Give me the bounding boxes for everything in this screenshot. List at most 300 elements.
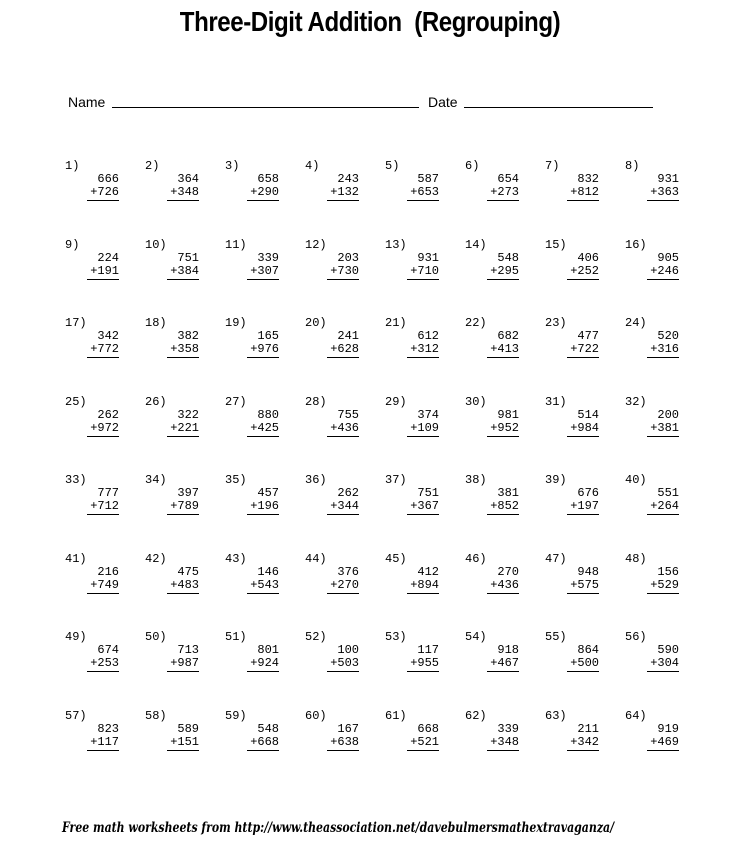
problem-number: 21): [385, 316, 407, 330]
problem-number: 8): [625, 159, 640, 173]
addend-bottom: +196: [250, 499, 279, 513]
addend-bottom: +246: [650, 263, 679, 278]
addend-top: 100: [337, 643, 359, 657]
answer-line[interactable]: [167, 671, 199, 672]
problem: [302, 160, 382, 239]
problem-number: 9): [65, 237, 80, 252]
problem: [622, 631, 702, 710]
answer-line[interactable]: [567, 436, 599, 437]
problem: [382, 631, 462, 710]
problem-number: 34): [145, 473, 167, 487]
problem-number: 28): [305, 394, 327, 409]
problem: [462, 317, 542, 396]
answer-line[interactable]: [647, 357, 679, 358]
answer-line[interactable]: [87, 200, 119, 201]
problem-number: 18): [145, 316, 167, 330]
answer-line[interactable]: [647, 750, 679, 751]
addend-bottom: +425: [250, 420, 279, 435]
addend-bottom: +730: [330, 263, 359, 278]
problem-number: 27): [225, 394, 247, 409]
answer-line[interactable]: [647, 671, 679, 672]
addend-bottom: +191: [90, 263, 119, 278]
problem-number: 1): [65, 159, 80, 173]
addend-bottom: +197: [570, 499, 599, 513]
addend-top: 397: [177, 486, 199, 500]
answer-line[interactable]: [327, 671, 359, 672]
problem-number: 46): [465, 551, 487, 566]
problem: [62, 553, 142, 632]
answer-line[interactable]: [87, 750, 119, 751]
addend-bottom: +628: [330, 342, 359, 356]
addend-bottom: +132: [330, 185, 359, 199]
problem-number: 47): [545, 551, 567, 566]
addend-top: 751: [177, 250, 199, 265]
addend-bottom: +924: [250, 656, 279, 670]
problem-number: 24): [625, 316, 647, 330]
addend-bottom: +304: [650, 656, 679, 670]
problem-number: 53): [385, 630, 407, 644]
answer-line[interactable]: [647, 279, 679, 280]
answer-line[interactable]: [247, 200, 279, 201]
problem-number: 12): [305, 237, 327, 252]
problem: [382, 239, 462, 318]
problem: [222, 474, 302, 553]
addend-top: 167: [337, 721, 359, 736]
problem-number: 33): [65, 473, 87, 487]
addend-bottom: +109: [410, 420, 439, 435]
answer-line[interactable]: [87, 593, 119, 594]
answer-line[interactable]: [487, 436, 519, 437]
problem: [622, 317, 702, 396]
addend-bottom: +151: [170, 734, 199, 749]
problem-number: 36): [305, 473, 327, 487]
addend-top: 682: [497, 329, 519, 343]
answer-line[interactable]: [567, 593, 599, 594]
addend-top: 612: [417, 329, 439, 343]
answer-line[interactable]: [407, 357, 439, 358]
addend-bottom: +295: [490, 263, 519, 278]
problem-number: 41): [65, 551, 87, 566]
problem-number: 2): [145, 159, 160, 173]
problem-number: 60): [305, 708, 327, 723]
problem-number: 29): [385, 394, 407, 409]
answer-line[interactable]: [167, 514, 199, 515]
problem: [622, 396, 702, 475]
answer-line[interactable]: [167, 200, 199, 201]
addend-top: 832: [577, 172, 599, 186]
answer-line[interactable]: [567, 514, 599, 515]
addend-bottom: +221: [170, 420, 199, 435]
answer-line[interactable]: [247, 593, 279, 594]
problem: [62, 474, 142, 553]
addend-top: 590: [657, 643, 679, 657]
answer-line[interactable]: [327, 436, 359, 437]
addend-top: 587: [417, 172, 439, 186]
problem: [622, 710, 702, 789]
answer-line[interactable]: [167, 436, 199, 437]
problem: [142, 553, 222, 632]
problem: [542, 474, 622, 553]
problem-number: 26): [145, 394, 167, 409]
answer-line[interactable]: [87, 514, 119, 515]
answer-line[interactable]: [327, 200, 359, 201]
addend-top: 203: [337, 250, 359, 265]
worksheet-title: Three-Digit Addition (Regrouping): [179, 6, 561, 37]
problem: [462, 160, 542, 239]
answer-line[interactable]: [247, 436, 279, 437]
addend-bottom: +436: [490, 577, 519, 592]
addend-top: 777: [97, 486, 119, 500]
answer-line[interactable]: [407, 279, 439, 280]
addend-bottom: +726: [90, 185, 119, 199]
addend-bottom: +984: [570, 420, 599, 435]
answer-line[interactable]: [567, 200, 599, 201]
problem: [62, 160, 142, 239]
addend-top: 905: [657, 250, 679, 265]
problem: [462, 631, 542, 710]
problem-number: 55): [545, 630, 567, 644]
addend-bottom: +467: [490, 656, 519, 670]
addend-top: 477: [577, 329, 599, 343]
problem: [222, 239, 302, 318]
problem-number: 50): [145, 630, 167, 644]
name-label: Name: [68, 94, 106, 110]
addend-top: 654: [497, 172, 519, 186]
addend-top: 751: [417, 486, 439, 500]
problem-number: 19): [225, 316, 247, 330]
problem-number: 63): [545, 708, 567, 723]
addend-bottom: +976: [250, 342, 279, 356]
problem-number: 45): [385, 551, 407, 566]
addend-top: 676: [577, 486, 599, 500]
problem: [222, 710, 302, 789]
addend-top: 551: [657, 486, 679, 500]
problem-number: 64): [625, 708, 647, 723]
problem: [382, 553, 462, 632]
answer-line[interactable]: [407, 436, 439, 437]
addend-top: 156: [657, 564, 679, 579]
addend-bottom: +500: [570, 656, 599, 670]
addend-bottom: +290: [250, 185, 279, 199]
addend-top: 880: [257, 407, 279, 422]
addend-bottom: +668: [250, 734, 279, 749]
problem-number: 11): [225, 237, 247, 252]
addend-top: 224: [97, 250, 119, 265]
addend-top: 381: [497, 486, 519, 500]
addend-bottom: +972: [90, 420, 119, 435]
addend-top: 270: [497, 564, 519, 579]
addend-bottom: +789: [170, 499, 199, 513]
problem: [222, 631, 302, 710]
answer-line[interactable]: [567, 750, 599, 751]
addend-bottom: +812: [570, 185, 599, 199]
addend-bottom: +436: [330, 420, 359, 435]
addend-bottom: +413: [490, 342, 519, 356]
problem: [622, 553, 702, 632]
addend-bottom: +575: [570, 577, 599, 592]
addend-top: 322: [177, 407, 199, 422]
problem: [142, 396, 222, 475]
addend-bottom: +363: [650, 185, 679, 199]
addend-bottom: +252: [570, 263, 599, 278]
problem-number: 48): [625, 551, 647, 566]
addend-top: 668: [417, 721, 439, 736]
name-field[interactable]: [112, 107, 419, 108]
addend-bottom: +270: [330, 577, 359, 592]
answer-line[interactable]: [327, 279, 359, 280]
problem: [622, 239, 702, 318]
addend-top: 262: [337, 486, 359, 500]
problem-number: 56): [625, 630, 647, 644]
problem-number: 15): [545, 237, 567, 252]
problem: [222, 317, 302, 396]
answer-line[interactable]: [327, 750, 359, 751]
problem: [382, 710, 462, 789]
answer-line[interactable]: [647, 200, 679, 201]
addend-bottom: +273: [490, 185, 519, 199]
addend-bottom: +852: [490, 499, 519, 513]
problem: [462, 239, 542, 318]
problem-number: 51): [225, 630, 247, 644]
answer-line[interactable]: [87, 671, 119, 672]
addend-top: 520: [657, 329, 679, 343]
addend-bottom: +384: [170, 263, 199, 278]
addend-bottom: +483: [170, 577, 199, 592]
addend-top: 146: [257, 564, 279, 579]
addend-bottom: +348: [490, 734, 519, 749]
answer-line[interactable]: [407, 750, 439, 751]
problem-number: 23): [545, 316, 567, 330]
addend-bottom: +521: [410, 734, 439, 749]
addend-bottom: +117: [90, 734, 119, 749]
addend-top: 658: [257, 172, 279, 186]
problem: [142, 239, 222, 318]
addend-bottom: +638: [330, 734, 359, 749]
problem: [302, 239, 382, 318]
footer-credit: Free math worksheets from http://www.theassociation.net/davebulmersmathextravaganza/: [62, 820, 615, 836]
problem: [302, 474, 382, 553]
addend-top: 117: [417, 643, 439, 657]
problem-number: 40): [625, 473, 647, 487]
problem: [222, 160, 302, 239]
addend-top: 211: [577, 721, 599, 736]
addend-top: 666: [97, 172, 119, 186]
problem: [382, 317, 462, 396]
addend-top: 931: [657, 172, 679, 186]
problem-number: 39): [545, 473, 567, 487]
addend-top: 755: [337, 407, 359, 422]
problem: [222, 396, 302, 475]
answer-line[interactable]: [327, 514, 359, 515]
problem-number: 43): [225, 551, 247, 566]
answer-line[interactable]: [407, 671, 439, 672]
addend-top: 864: [577, 643, 599, 657]
problem: [462, 553, 542, 632]
addend-top: 457: [257, 486, 279, 500]
addend-top: 342: [97, 329, 119, 343]
addend-bottom: +772: [90, 342, 119, 356]
problem: [542, 239, 622, 318]
problem-number: 32): [625, 394, 647, 409]
problem-number: 30): [465, 394, 487, 409]
problem-number: 22): [465, 316, 487, 330]
problem: [382, 474, 462, 553]
addend-bottom: +894: [410, 577, 439, 592]
date-label: Date: [428, 94, 458, 110]
addend-top: 364: [177, 172, 199, 186]
problem: [142, 317, 222, 396]
answer-line[interactable]: [647, 514, 679, 515]
date-field[interactable]: [464, 107, 653, 108]
addend-bottom: +307: [250, 263, 279, 278]
answer-line[interactable]: [647, 436, 679, 437]
problem-grid: [62, 160, 742, 760]
addend-top: 548: [257, 721, 279, 736]
answer-line[interactable]: [487, 514, 519, 515]
addend-top: 948: [577, 564, 599, 579]
problem: [62, 710, 142, 789]
addend-bottom: +710: [410, 263, 439, 278]
answer-line[interactable]: [487, 200, 519, 201]
answer-line[interactable]: [327, 357, 359, 358]
addend-bottom: +529: [650, 577, 679, 592]
problem: [62, 239, 142, 318]
problem: [542, 160, 622, 239]
problem: [302, 317, 382, 396]
answer-line[interactable]: [487, 357, 519, 358]
answer-line[interactable]: [247, 279, 279, 280]
addend-top: 931: [417, 250, 439, 265]
addend-top: 674: [97, 643, 119, 657]
addend-top: 339: [257, 250, 279, 265]
answer-line[interactable]: [567, 279, 599, 280]
answer-line[interactable]: [167, 593, 199, 594]
addend-bottom: +722: [570, 342, 599, 356]
addend-bottom: +358: [170, 342, 199, 356]
answer-line[interactable]: [247, 514, 279, 515]
addend-bottom: +952: [490, 420, 519, 435]
answer-line[interactable]: [487, 279, 519, 280]
addend-top: 376: [337, 564, 359, 579]
addend-top: 548: [497, 250, 519, 265]
problem-number: 5): [385, 159, 400, 173]
problem: [542, 631, 622, 710]
problem: [622, 160, 702, 239]
problem-number: 20): [305, 316, 327, 330]
answer-line[interactable]: [247, 357, 279, 358]
problem: [62, 631, 142, 710]
problem: [542, 396, 622, 475]
addend-bottom: +987: [170, 656, 199, 670]
answer-line[interactable]: [167, 279, 199, 280]
problem: [142, 474, 222, 553]
answer-line[interactable]: [487, 671, 519, 672]
answer-line[interactable]: [407, 514, 439, 515]
answer-line[interactable]: [247, 750, 279, 751]
answer-line[interactable]: [567, 671, 599, 672]
problem-number: 38): [465, 473, 487, 487]
answer-line[interactable]: [487, 750, 519, 751]
problem: [462, 474, 542, 553]
addend-bottom: +712: [90, 499, 119, 513]
answer-line[interactable]: [407, 593, 439, 594]
addend-top: 514: [577, 407, 599, 422]
problem: [302, 710, 382, 789]
problem-number: 10): [145, 237, 167, 252]
addend-bottom: +348: [170, 185, 199, 199]
addend-bottom: +381: [650, 420, 679, 435]
problem: [462, 396, 542, 475]
problem-number: 35): [225, 473, 247, 487]
answer-line[interactable]: [407, 200, 439, 201]
problem-number: 37): [385, 473, 407, 487]
answer-line[interactable]: [167, 357, 199, 358]
addend-top: 981: [497, 407, 519, 422]
problem: [62, 396, 142, 475]
addend-top: 801: [257, 643, 279, 657]
addend-bottom: +955: [410, 656, 439, 670]
problem-number: 59): [225, 708, 247, 723]
problem-number: 44): [305, 551, 327, 566]
addend-top: 919: [657, 721, 679, 736]
problem-number: 7): [545, 159, 560, 173]
answer-line[interactable]: [87, 279, 119, 280]
problem-number: 42): [145, 551, 167, 566]
addend-top: 918: [497, 643, 519, 657]
problem: [142, 631, 222, 710]
addend-bottom: +312: [410, 342, 439, 356]
addend-top: 200: [657, 407, 679, 422]
addend-top: 374: [417, 407, 439, 422]
addend-top: 589: [177, 721, 199, 736]
problem-number: 25): [65, 394, 87, 409]
problem: [382, 160, 462, 239]
addend-top: 262: [97, 407, 119, 422]
problem: [542, 553, 622, 632]
addend-top: 216: [97, 564, 119, 579]
addend-top: 382: [177, 329, 199, 343]
addend-top: 406: [577, 250, 599, 265]
problem-number: 17): [65, 316, 87, 330]
answer-line[interactable]: [487, 593, 519, 594]
problem-number: 31): [545, 394, 567, 409]
addend-bottom: +344: [330, 499, 359, 513]
problem: [302, 396, 382, 475]
answer-line[interactable]: [87, 436, 119, 437]
addend-top: 241: [337, 329, 359, 343]
problem-number: 16): [625, 237, 647, 252]
problem: [142, 710, 222, 789]
problem-number: 14): [465, 237, 487, 252]
answer-line[interactable]: [167, 750, 199, 751]
addend-bottom: +469: [650, 734, 679, 749]
answer-line[interactable]: [647, 593, 679, 594]
problem-number: 61): [385, 708, 407, 723]
addend-bottom: +367: [410, 499, 439, 513]
problem: [462, 710, 542, 789]
addend-top: 713: [177, 643, 199, 657]
answer-line[interactable]: [87, 357, 119, 358]
addend-top: 243: [337, 172, 359, 186]
addend-top: 339: [497, 721, 519, 736]
answer-line[interactable]: [327, 593, 359, 594]
addend-bottom: +316: [650, 342, 679, 356]
answer-line[interactable]: [247, 671, 279, 672]
addend-top: 165: [257, 329, 279, 343]
addend-bottom: +503: [330, 656, 359, 670]
answer-line[interactable]: [567, 357, 599, 358]
addend-bottom: +653: [410, 185, 439, 199]
